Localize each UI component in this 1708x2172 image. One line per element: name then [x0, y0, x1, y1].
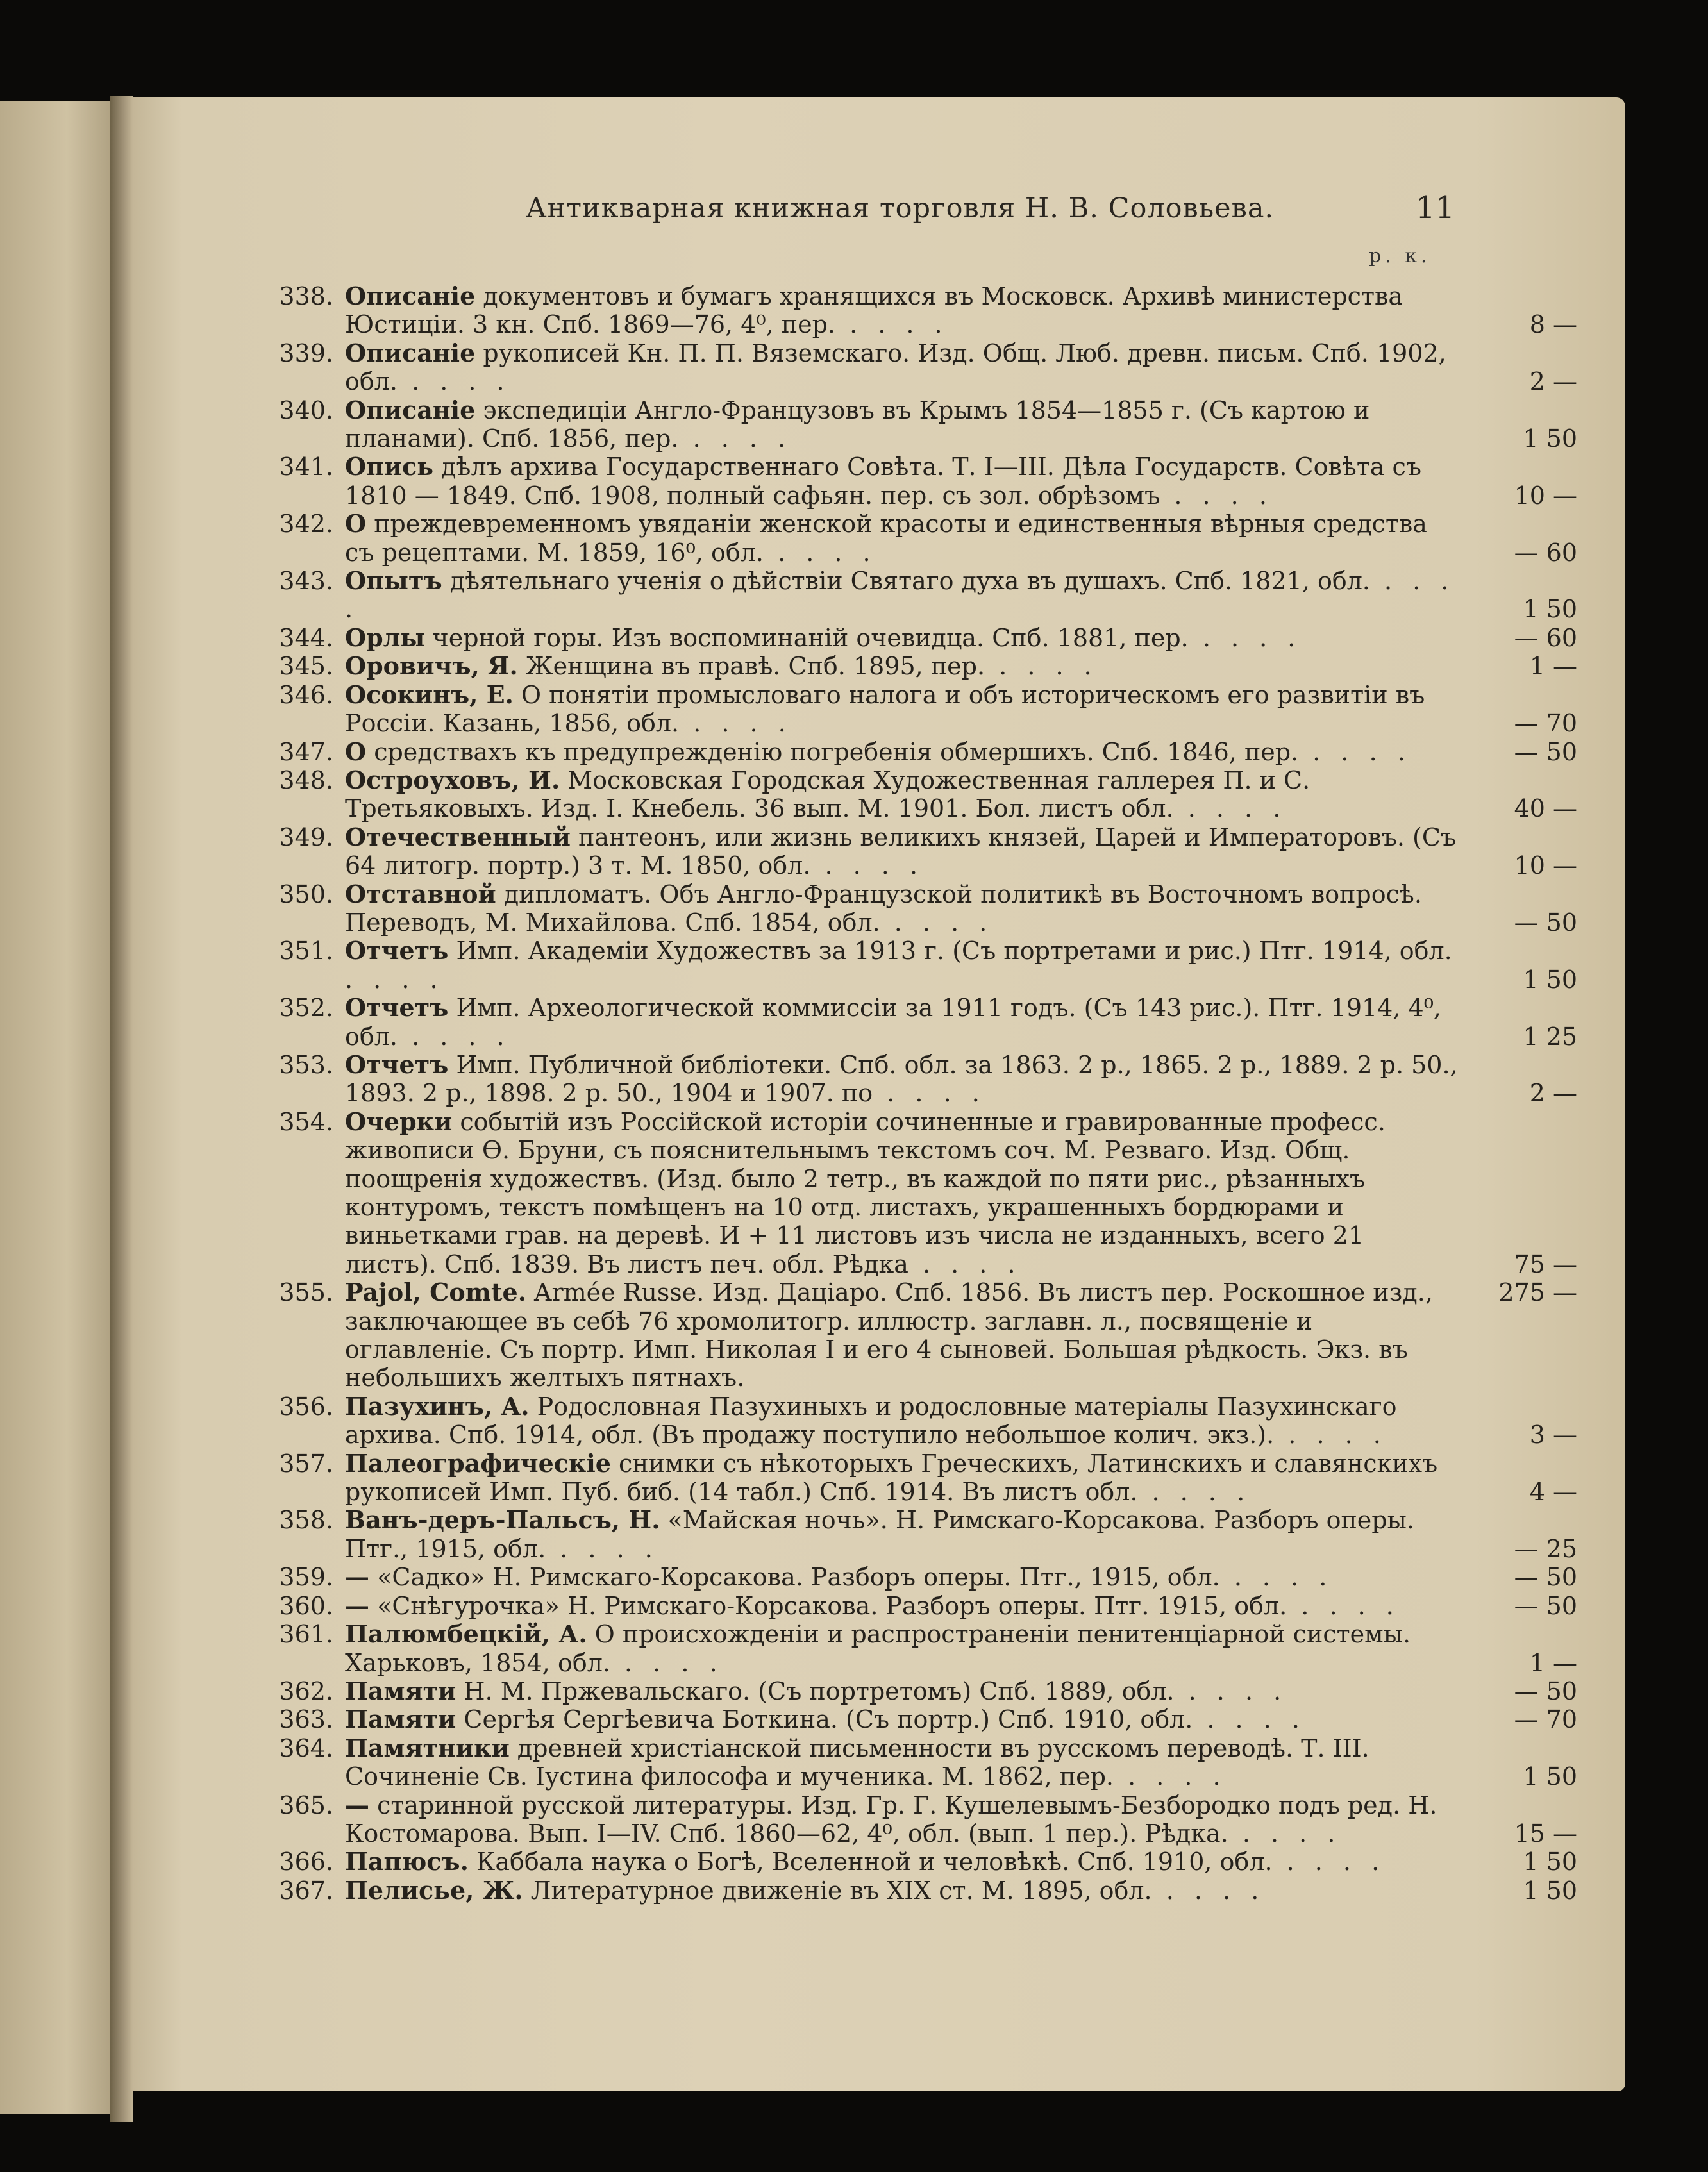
entry-number: 338.: [279, 282, 333, 310]
entry-description: черной горы. Изъ воспоминаній очевидца. Спб. 1881, пер.: [432, 623, 1189, 652]
catalog-entry: [269, 1448, 1577, 1507]
entry-description: документовъ и бумагъ хранящихся въ Московск. Архивѣ министерства Юстиціи. 3 кн. Спб. 1869—76, 4⁰, пер.: [345, 282, 1403, 339]
catalog-entry: [269, 452, 1577, 510]
catalog-entry: [269, 566, 1577, 624]
catalog-entry: [269, 1733, 1577, 1791]
entry-author: Отчетъ: [345, 993, 449, 1023]
catalog-entries: [269, 281, 1577, 1905]
entry-description: Родословная Пазухиныхъ и родословные матеріалы Пазухинскаго архива. Спб. 1914, обл. (Въ продажу поступило небольшое колич. экз.).: [345, 1392, 1397, 1449]
entry-number: 361.: [279, 1620, 333, 1649]
catalog-entry: [269, 281, 1577, 339]
leader-dots: . . . .: [546, 1534, 659, 1563]
leader-dots: . . . .: [1298, 737, 1412, 766]
entry-author: —: [345, 1562, 369, 1592]
entry-description: Armée Russe. Изд. Даціаро. Спб. 1856. Въ листъ пер. Роскошное изд., заключающее въ себѣ 76 хромолитогр. иллюстр. заглавн. л., посвященіе и оглавленіе. Съ портр. Имп. Николая I и его 4 сыновей. Большая рѣдкость. Экз. въ небольшихъ желтыхъ пятнахъ.: [345, 1278, 1433, 1392]
entry-description: снимки съ нѣкоторыхъ Греческихъ, Латинскихъ и славянскихъ рукописей Имп. Пуб. биб. (14 табл.) Спб. 1914. Въ листъ обл.: [345, 1449, 1438, 1507]
leader-dots: . . . .: [345, 567, 1455, 624]
entry-number: 363.: [279, 1705, 333, 1734]
catalog-entry: [269, 1847, 1577, 1876]
entry-price: — 50: [1514, 737, 1577, 766]
entry-number: 348.: [279, 765, 333, 794]
leader-dots: . . . .: [873, 1079, 986, 1108]
leader-dots: . . . .: [1114, 1762, 1227, 1791]
catalog-entry: [269, 651, 1577, 681]
leader-dots: . . . .: [1272, 1848, 1386, 1876]
entry-author: —: [345, 1591, 369, 1620]
entry-number: 352.: [279, 994, 333, 1023]
catalog-entry: [269, 509, 1577, 567]
leader-dots: . . . .: [1287, 1591, 1400, 1620]
leader-dots: . . . .: [1274, 1421, 1387, 1449]
entry-price: 1 50: [1523, 1848, 1577, 1876]
entry-price: — 60: [1514, 538, 1577, 567]
entry-author: Отставной: [345, 879, 496, 908]
entry-author: Памяти: [345, 1676, 456, 1705]
entry-price: — 50: [1514, 1563, 1577, 1592]
entry-author: Памятники: [345, 1733, 510, 1762]
entry-description: О понятіи промысловаго налога и объ историческомъ его развитіи въ Россіи. Казань, 1856, обл.: [345, 680, 1425, 738]
entry-author: Описаніе: [345, 281, 476, 310]
entry-price: — 50: [1514, 1676, 1577, 1705]
entry-number: 367.: [279, 1876, 333, 1905]
entry-price: 75 —: [1514, 1249, 1577, 1278]
catalog-entry: [269, 1505, 1577, 1563]
entry-price: 10 —: [1514, 851, 1577, 880]
entry-description: экспедиціи Англо-Французовъ въ Крымъ 1854—1855 г. (Съ картою и планами). Спб. 1856, пер.: [345, 396, 1370, 453]
entry-description: Литературное движеніе въ XIX ст. М. 1895, обл.: [530, 1876, 1152, 1905]
catalog-entry: [269, 993, 1577, 1051]
catalog-entry: [269, 737, 1577, 766]
entry-author: Отчетъ: [345, 936, 449, 965]
entry-price: 2 —: [1529, 367, 1577, 396]
entry-author: Опытъ: [345, 566, 442, 596]
entry-author: Описаніе: [345, 338, 476, 367]
entry-price: — 60: [1514, 623, 1577, 652]
entry-price: 1 50: [1523, 965, 1577, 994]
entry-description: событій изъ Россійской исторіи сочиненные и гравированные професс. живописи Ѳ. Бруни, съ пояснительнымъ текстомъ соч. М. Резваго. Изд. Общ. поощренія художествъ. (Изд. было 2 тетр., въ каждой по пяти рис., рѣзанныхъ контуромъ, текстъ помѣщенъ на 10 отд. листахъ, украшенныхъ бордюрами и виньетками грав. на деревѣ. И + 11 листовъ изъ числа не изданныхъ, всего 21 листъ). Спб. 1839. Въ листъ печ. обл. Рѣдка: [345, 1107, 1386, 1278]
leader-dots: . . . .: [1219, 1563, 1334, 1592]
entry-author: Осокинъ, Е.: [345, 680, 514, 709]
entry-price: 1 50: [1523, 1762, 1577, 1791]
leader-dots: . . . .: [1173, 794, 1287, 823]
entry-number: 356.: [279, 1392, 333, 1421]
entry-number: 342.: [279, 510, 333, 539]
leader-dots: . . . .: [1151, 1876, 1266, 1905]
entry-number: 347.: [279, 737, 333, 766]
page-number: 11: [1416, 190, 1455, 226]
entry-price: — 25: [1514, 1534, 1577, 1563]
entry-number: 349.: [279, 823, 333, 851]
entry-number: 355.: [279, 1278, 333, 1307]
entry-description: пантеонъ, или жизнь великихъ князей, Царей и Императоровъ. (Съ 64 литогр. портр.) 3 т. М. 1850, обл.: [345, 823, 1457, 880]
entry-number: 346.: [279, 680, 333, 709]
entry-price: — 70: [1514, 1705, 1577, 1734]
entry-author: Орлы: [345, 622, 425, 652]
entry-description: «Садко» Н. Римскаго-Корсакова. Разборъ оперы. Птг., 1915, обл.: [377, 1563, 1220, 1592]
entry-number: 343.: [279, 567, 333, 596]
leader-dots: . . . .: [345, 965, 444, 994]
leader-dots: . . . .: [908, 1249, 1022, 1278]
leader-dots: . . . .: [678, 424, 792, 453]
entry-number: 358.: [279, 1506, 333, 1535]
entry-author: Отечественный: [345, 822, 571, 851]
entry-price: — 50: [1514, 1591, 1577, 1620]
entry-description: Имп. Археологической коммиссіи за 1911 годъ. (Съ 143 рис.). Птг. 1914, 4⁰, обл.: [345, 994, 1442, 1051]
entry-price: 40 —: [1514, 794, 1577, 823]
entry-author: —: [345, 1790, 369, 1819]
entry-description: Московская Городская Художественная галлерея П. и С. Третьяковыхъ. Изд. I. Кнебель. 36 вып. М. 1901. Бол. листъ обл.: [345, 765, 1310, 823]
entry-price: — 50: [1514, 908, 1577, 937]
catalog-entry: [269, 1875, 1577, 1905]
entry-price: 1 —: [1529, 1648, 1577, 1677]
entry-price: 1 50: [1523, 595, 1577, 624]
leader-dots: . . . .: [397, 1022, 511, 1051]
catalog-entry: [269, 1562, 1577, 1592]
entry-description: Н. М. Пржевальскаго. (Съ портретомъ) Спб. 1889, обл.: [464, 1676, 1175, 1705]
leader-dots: . . . .: [1188, 623, 1302, 652]
catalog-entry: [269, 1107, 1577, 1278]
entry-description: дѣлъ архива Государственнаго Совѣта. Т. I—III. Дѣла Государств. Совѣта съ 1810 — 1849. Спб. 1908, полный сафьян. пер. съ зол. обрѣзомъ: [345, 453, 1421, 510]
entry-author: Pajol, Comte.: [345, 1278, 526, 1307]
entry-price: 1 50: [1523, 424, 1577, 453]
entry-price: 1 50: [1523, 1876, 1577, 1905]
entry-description: «Снѣгурочка» Н. Римскаго-Корсакова. Разборъ оперы. Птг. 1915, обл.: [377, 1591, 1287, 1620]
entry-description: Сергѣя Сергѣевича Боткина. (Съ портр.) Спб. 1910, обл.: [464, 1705, 1193, 1734]
entry-number: 364.: [279, 1733, 333, 1762]
catalog-entry: [269, 936, 1577, 994]
leader-dots: . . . .: [397, 367, 511, 396]
catalog-entry: [269, 1705, 1577, 1734]
entry-price: 4 —: [1529, 1478, 1577, 1507]
entry-price: 15 —: [1514, 1819, 1577, 1848]
entry-author: Памяти: [345, 1705, 456, 1734]
price-column-header: р. к.: [1369, 245, 1431, 267]
entry-number: 341.: [279, 453, 333, 481]
entry-price: — 70: [1514, 709, 1577, 738]
entry-description: дипломатъ. Объ Англо-Французской политикѣ въ Восточномъ вопросѣ. Переводъ, М. Михайлова. Спб. 1854, обл.: [345, 880, 1422, 937]
entry-number: 365.: [279, 1791, 333, 1819]
leader-dots: . . . .: [1137, 1478, 1252, 1507]
entry-description: дѣятельнаго ученія о дѣйствіи Святаго духа въ душахъ. Спб. 1821, обл.: [449, 567, 1370, 596]
entry-author: Папюсъ.: [345, 1847, 469, 1876]
leader-dots: . . . .: [1193, 1705, 1306, 1734]
leader-dots: . . . .: [985, 652, 1098, 681]
catalog-entry: [269, 1790, 1577, 1848]
entry-author: О: [345, 737, 367, 766]
leader-dots: . . . .: [610, 1648, 724, 1677]
leader-dots: . . . .: [1174, 1676, 1288, 1705]
entry-author: Опись: [345, 452, 434, 481]
entry-author: Очерки: [345, 1107, 453, 1136]
entry-description: О происхожденіи и распространеніи пенитенціарной системы. Харьковъ, 1854, обл.: [345, 1620, 1411, 1677]
running-head: Антикварная книжная торговля Н. В. Соловьева.: [526, 192, 1275, 224]
leader-dots: . . . .: [880, 908, 994, 937]
entry-description: рукописей Кн. П. П. Вяземскаго. Изд. Общ. Люб. древн. письм. Спб. 1902, обл.: [345, 338, 1446, 396]
entry-author: Палюмбецкій, А.: [345, 1619, 587, 1649]
leader-dots: . . . .: [763, 538, 877, 567]
catalog-entry: [269, 1391, 1577, 1449]
entry-description: «Майская ночь». Н. Римскаго-Корсакова. Разборъ оперы. Птг., 1915, обл.: [345, 1506, 1414, 1563]
catalog-entry: [269, 1619, 1577, 1677]
entry-number: 339.: [279, 338, 333, 367]
leader-dots: . . . .: [810, 851, 925, 880]
entry-author: Пазухинъ, А.: [345, 1391, 530, 1421]
entry-description: Имп. Публичной библіотеки. Спб. обл. за 1863. 2 р., 1865. 2 р., 1889. 2 р. 50., 1893. 2 р., 1898. 2 р. 50., 1904 и 1907. по: [345, 1050, 1458, 1108]
catalog-entry: [269, 1049, 1577, 1108]
entry-number: 340.: [279, 396, 333, 424]
catalog-entry: [269, 765, 1577, 823]
entry-price: 275 —: [1498, 1278, 1577, 1307]
entry-description: Женщина въ правѣ. Спб. 1895, пер.: [525, 652, 985, 681]
entry-number: 354.: [279, 1107, 333, 1136]
entry-number: 351.: [279, 937, 333, 965]
entry-number: 345.: [279, 652, 333, 681]
entry-author: Ванъ-деръ-Пальсъ, Н.: [345, 1505, 660, 1535]
leader-dots: . . . .: [1228, 1819, 1342, 1848]
entry-author: О: [345, 509, 367, 539]
entry-description: Каббала наука о Богѣ, Вселенной и человѣкѣ. Спб. 1910, обл.: [476, 1848, 1273, 1876]
catalog-entry: [269, 622, 1577, 652]
entry-number: 362.: [279, 1676, 333, 1705]
entry-number: 366.: [279, 1848, 333, 1876]
entry-description: Имп. Академіи Художествъ за 1913 г. (Съ портретами и рис.) Птг. 1914, обл.: [456, 937, 1452, 965]
entry-price: 3 —: [1529, 1421, 1577, 1449]
catalog-entry: [269, 1591, 1577, 1620]
entry-description: древней христіанской письменности въ русскомъ переводѣ. Т. III. Сочиненіе Св. Іустина философа и мученика. М. 1862, пер.: [345, 1733, 1369, 1791]
entry-price: 1 —: [1529, 652, 1577, 681]
entry-description: средствахъ къ предупрежденію погребенія обмершихъ. Спб. 1846, пер.: [374, 737, 1299, 766]
entry-author: Пелисье, Ж.: [345, 1875, 523, 1905]
left-page-edge: [0, 101, 122, 2114]
entry-price: 8 —: [1529, 310, 1577, 339]
entry-number: 359.: [279, 1563, 333, 1592]
book-gutter: [110, 96, 133, 2122]
entry-price: 10 —: [1514, 481, 1577, 510]
catalog-entry: [269, 822, 1577, 880]
catalog-entry: [269, 1676, 1577, 1705]
entry-number: 344.: [279, 623, 333, 652]
entry-description: старинной русской литературы. Изд. Гр. Г. Кушелевымъ-Безбородко подъ ред. Н. Костомарова. Вып. I—IV. Спб. 1860—62, 4⁰, обл. (вып. 1 пер.). Рѣдка.: [345, 1791, 1437, 1848]
entry-author: Остроуховъ, И.: [345, 765, 560, 794]
catalog-entry: [269, 395, 1577, 453]
leader-dots: . . . .: [835, 310, 949, 339]
catalog-entry: [269, 680, 1577, 738]
entry-author: Оровичъ, Я.: [345, 651, 518, 681]
catalog-entry: [269, 879, 1577, 937]
entry-price: 1 25: [1523, 1022, 1577, 1051]
leader-dots: . . . .: [679, 709, 792, 738]
leader-dots: . . . .: [1160, 481, 1273, 510]
entry-author: Описаніе: [345, 395, 476, 424]
entry-number: 353.: [279, 1050, 333, 1079]
entry-description: преждевременномъ увяданіи женской красоты и единственныя вѣрныя средства съ рецептами. М. 1859, 16⁰, обл.: [345, 510, 1427, 567]
entry-author: Отчетъ: [345, 1049, 449, 1079]
catalog-entry: [269, 1278, 1577, 1392]
catalog-entry: [269, 338, 1577, 396]
entry-number: 350.: [279, 880, 333, 908]
entry-number: 357.: [279, 1449, 333, 1478]
entry-price: 2 —: [1529, 1079, 1577, 1108]
entry-author: Палеографическіе: [345, 1448, 611, 1478]
entry-number: 360.: [279, 1591, 333, 1620]
